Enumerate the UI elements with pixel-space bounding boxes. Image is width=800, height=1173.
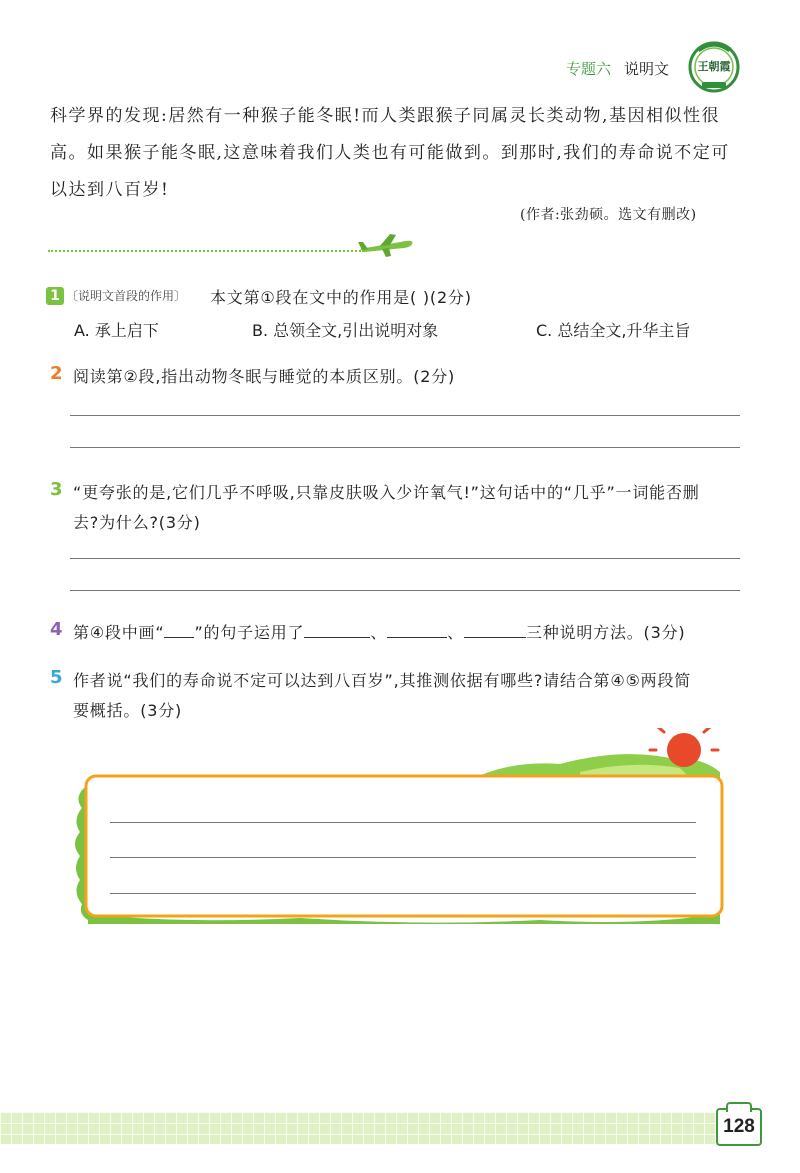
- q2-answer-line-1[interactable]: [70, 415, 740, 416]
- section-topic: 说明文: [624, 60, 670, 78]
- airplane-icon: [356, 232, 416, 258]
- question-4-number: 4: [50, 619, 63, 640]
- question-5-line-1: 作者说“我们的寿命说不定可以达到八百岁”,其推测依据有哪些?请结合第④⑤两段简: [73, 671, 692, 690]
- q1-number-text: 1: [50, 288, 60, 304]
- q4-blank-2[interactable]: [387, 621, 447, 638]
- header-section-label: [566, 58, 611, 79]
- section-number: 专题六: [566, 60, 612, 78]
- q1-option-b[interactable]: B. 总领全文,引出说明对象: [252, 321, 439, 340]
- divider-dotted: [48, 250, 364, 252]
- q4-blank-1[interactable]: [304, 621, 370, 638]
- passage-line-3: 以达到八百岁!: [50, 180, 170, 200]
- question-3-line-2: 去?为什么?(3分): [73, 513, 201, 532]
- page-number-tab: [726, 1102, 752, 1112]
- footer-grid-band: [0, 1112, 716, 1144]
- question-3-line-1: “更夸张的是,它们几乎不呼吸,只靠皮肤吸入少许氧气!”这句话中的“几乎”一词能否删: [73, 483, 700, 502]
- passage-source: (作者:张劲硕。选文有删改): [520, 207, 697, 223]
- brand-logo: [688, 36, 740, 94]
- header-topic-label: [624, 58, 669, 79]
- question-5-line-2: 要概括。(3分): [73, 701, 183, 720]
- passage-line-1: 科学界的发现:居然有一种猴子能冬眠!而人类跟猴子同属灵长类动物,基因相似性很: [50, 106, 720, 126]
- question-1-number: [46, 287, 64, 305]
- q1-option-c[interactable]: C. 总结全文,升华主旨: [536, 321, 691, 340]
- q5-answer-line-1[interactable]: [110, 822, 696, 823]
- q4-part-1: 第④段中画“: [73, 623, 165, 642]
- answer-box-decoration: [60, 728, 740, 933]
- question-5-number: 5: [50, 667, 63, 688]
- q2-answer-line-2[interactable]: [70, 447, 740, 448]
- question-2-number: 2: [50, 363, 63, 384]
- question-1-text: 本文第①段在文中的作用是( )(2分): [210, 288, 472, 307]
- q5-answer-line-3[interactable]: [110, 893, 696, 894]
- q4-blank-3[interactable]: [464, 621, 526, 638]
- question-4-text: [73, 620, 685, 643]
- q3-answer-line-2[interactable]: [70, 590, 740, 591]
- q3-answer-line-1[interactable]: [70, 558, 740, 559]
- passage-line-2: 高。如果猴子能冬眠,这意味着我们人类也有可能做到。到那时,我们的寿命说不定可: [50, 143, 730, 163]
- page-number-box: [716, 1108, 762, 1146]
- q4-part-3: 三种说明方法。(3分): [525, 623, 686, 642]
- q4-sep-2: 、: [447, 623, 464, 642]
- page-number: 128: [723, 1116, 755, 1137]
- question-1-tag: 〔说明文首段的作用〕: [66, 289, 187, 303]
- q4-underline-sample: [164, 621, 194, 638]
- q1-option-a[interactable]: A. 承上启下: [74, 321, 159, 340]
- question-3-number: 3: [50, 479, 63, 500]
- q5-answer-line-2[interactable]: [110, 857, 696, 858]
- sun-icon: [667, 733, 701, 767]
- brand-logo-text: 王朝霞: [697, 60, 731, 73]
- question-2-text: 阅读第②段,指出动物冬眠与睡觉的本质区别。(2分): [73, 367, 456, 386]
- q4-sep-1: 、: [370, 623, 388, 642]
- q4-part-2: ”的句子运用了: [194, 623, 305, 642]
